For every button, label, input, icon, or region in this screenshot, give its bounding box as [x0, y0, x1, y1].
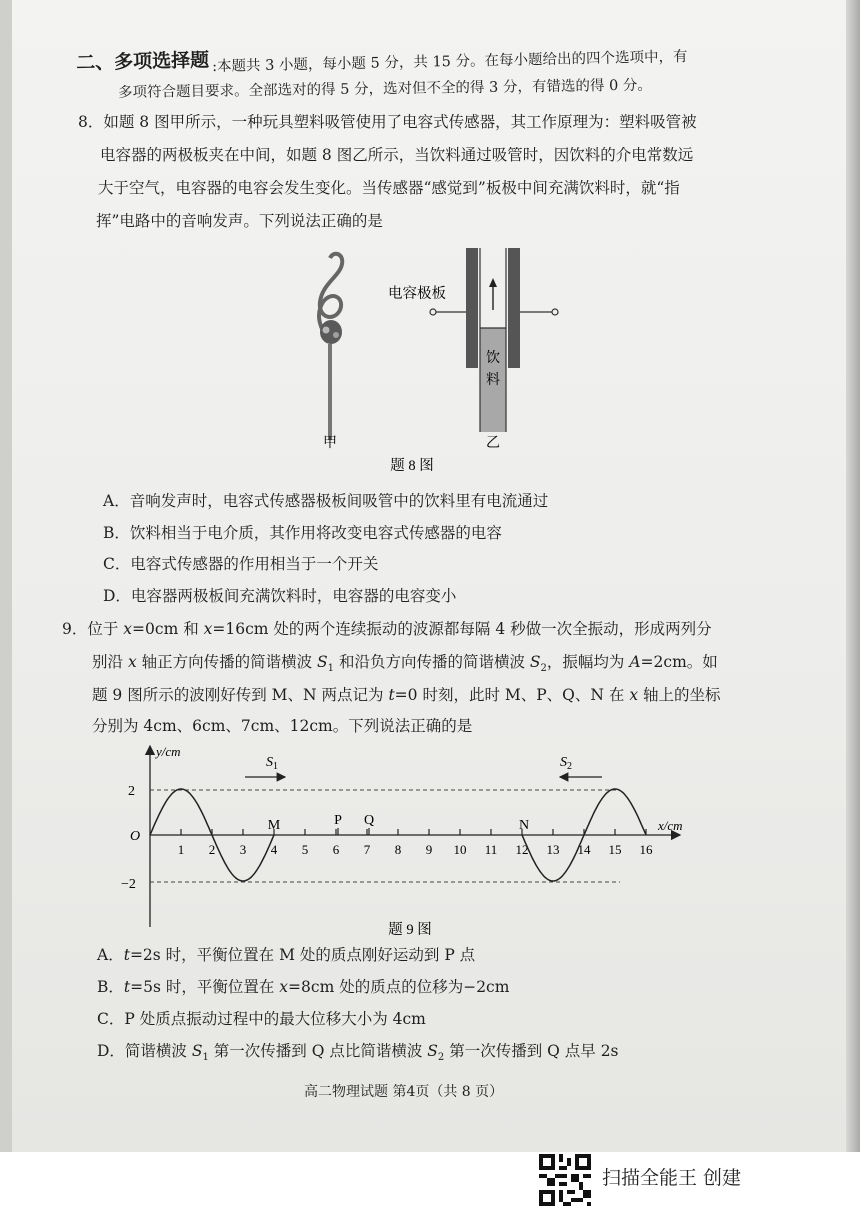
figure-8-label-a: 甲 — [323, 436, 337, 451]
x-tick-label-4: 4 — [270, 842, 278, 857]
q9-option-c — [97, 1012, 426, 1028]
x-tick-label-3: 3 — [239, 842, 247, 857]
q9-opt-text: B． — [97, 978, 124, 996]
point-p-label: P — [334, 813, 342, 828]
x-tick-label-11: 11 — [484, 842, 498, 857]
x-tick-label-12: 12 — [515, 842, 529, 857]
x-tick-label-9: 9 — [425, 842, 433, 857]
q9-text: 题 9 图所示的波刚好传到 M、N 两点记为 — [92, 686, 389, 704]
q9-text: 9．位于 — [62, 620, 124, 638]
plate-label: 电容极板 — [388, 286, 446, 302]
liquid-label-2: 料 — [486, 373, 500, 388]
x-tick-label-16: 16 — [639, 842, 653, 857]
section-intro-line-1: :本题共 3 小题，每小题 5 分，共 15 分。在每小题给出的四个选项中，有 — [211, 49, 688, 75]
capacitor-drawing — [430, 248, 558, 432]
y-tick-neg-2: −2 — [121, 877, 136, 892]
q8-option-a: A．音响发声时，电容式传感器极板间吸管中的饮料里有电流通过 — [103, 492, 549, 510]
q9-text: 别沿 — [92, 653, 128, 671]
q9-opt-text: A． — [97, 946, 124, 964]
q9-var-s: S — [529, 653, 541, 671]
q9-text: =0cm 和 — [132, 620, 204, 638]
q9-var-t: t — [388, 686, 395, 704]
q9-option-b — [97, 980, 509, 996]
section-intro-line-2: 多项符合题目要求。全部选对的得 5 分，选对但不全的得 3 分，有错选的得 0 分。 — [117, 77, 652, 101]
s1-label — [266, 755, 278, 772]
s2-label — [560, 755, 572, 772]
x-ticks — [178, 829, 653, 857]
x-tick-label-14: 14 — [577, 842, 591, 857]
x-tick-label-6: 6 — [332, 842, 340, 857]
s2-label-sub: 2 — [567, 761, 572, 772]
q9-text: =0 时刻，此时 M、P、Q、N 在 — [394, 686, 630, 704]
section-title: 二、多项选择题 — [75, 49, 210, 74]
axes — [150, 746, 680, 927]
q8-option-b: B．饮料相当于电介质，其作用将改变电容式传感器的电容 — [103, 524, 502, 542]
x-axis-label: x/cm — [658, 818, 683, 833]
q9-line-4: 分别为 4cm、6cm、7cm、12cm。下列说法正确的是 — [92, 717, 473, 735]
s1-label-sub: 1 — [273, 761, 278, 772]
q9-var-x: x — [127, 653, 137, 671]
q9-opt-text: =8cm 处的质点的位移为−2cm — [288, 978, 510, 996]
q9-opt-text: C．P 处质点振动过程中的最大位移大小为 4cm — [97, 1010, 426, 1028]
q9-text: ，振幅均为 — [546, 653, 630, 671]
s1-label-main: S — [266, 755, 273, 770]
x-tick-label-7: 7 — [363, 842, 371, 857]
x-tick-label-10: 10 — [453, 842, 467, 857]
q9-line-3 — [92, 688, 721, 704]
toy-straw-drawing — [319, 254, 342, 440]
q8-line-1: 8．如题 8 图甲所示，一种玩具塑料吸管使用了电容式传感器，其工作原理为：塑料吸管被 — [78, 113, 697, 131]
q9-opt-text: 第一次传播到 Q 点早 2s — [444, 1042, 619, 1060]
page-footer: 高二物理试题 第4页（共 8 页） — [304, 1084, 504, 1100]
q8-option-d: D．电容器两极板间充满饮料时，电容器的电容变小 — [103, 587, 457, 605]
q9-var-s: S — [427, 1042, 438, 1060]
q9-opt-text: =2s 时，平衡位置在 M 处的质点刚好运动到 P 点 — [129, 946, 476, 964]
q9-text: 轴正方向传播的简谐横波 — [136, 653, 318, 671]
q9-text: =16cm 处的两个连续振动的波源都每隔 4 秒做一次全振动，形成两列分 — [212, 620, 712, 638]
origin-label: O — [130, 829, 141, 844]
x-tick-label-1: 1 — [177, 842, 185, 857]
q9-var-a: A — [629, 653, 641, 671]
point-m-label: M — [267, 818, 281, 833]
q9-sub: 1 — [202, 1052, 209, 1064]
figure-9 — [120, 742, 710, 942]
figure-9-caption: 题 9 图 — [388, 922, 432, 938]
q9-var-t: t — [123, 978, 131, 996]
x-tick-label-5: 5 — [301, 842, 309, 857]
q9-var-x: x — [123, 620, 133, 638]
point-n-label: N — [518, 818, 530, 833]
figure-8-caption: 题 8 图 — [390, 458, 434, 474]
q9-var-x: x — [279, 978, 289, 996]
qr-code-icon — [539, 1154, 591, 1206]
q8-option-c: C．电容式传感器的作用相当于一个开关 — [103, 555, 379, 573]
q9-option-d — [97, 1044, 619, 1063]
q9-line-1 — [62, 622, 712, 638]
q9-line-2 — [92, 655, 718, 674]
scanner-watermark-text: 扫描全能王 创建 — [602, 1167, 742, 1189]
q9-sub: 1 — [327, 663, 335, 675]
page-edge-left — [0, 0, 12, 1152]
y-tick-2: 2 — [128, 784, 135, 799]
figure-8 — [290, 240, 610, 480]
q9-opt-text: =5s 时，平衡位置在 — [130, 978, 280, 996]
point-q-label: Q — [363, 813, 375, 828]
page-edge-right — [846, 0, 860, 1152]
x-tick-label-8: 8 — [394, 842, 402, 857]
q9-text: 轴上的坐标 — [638, 686, 721, 704]
q9-opt-text: 第一次传播到 Q 点比简谐横波 — [208, 1042, 428, 1060]
s2-label-main: S — [560, 755, 567, 770]
q9-var-x: x — [629, 686, 639, 704]
q9-sub: 2 — [437, 1052, 445, 1064]
q9-option-a — [97, 948, 475, 964]
q8-line-4: 挥”电路中的音响发声。下列说法正确的是 — [96, 212, 383, 230]
x-tick-label-13: 13 — [546, 842, 560, 857]
x-tick-label-15: 15 — [608, 842, 622, 857]
q9-sub: 2 — [540, 663, 547, 675]
q8-line-3: 大于空气，电容器的电容会发生变化。当传感器“感觉到”板极中间充满饮料时，就“指 — [98, 179, 680, 197]
q9-text: 和沿负方向传播的简谐横波 — [334, 653, 530, 671]
q9-text: =2cm。如 — [640, 653, 718, 671]
q9-var-x: x — [203, 620, 213, 638]
q9-var-s: S — [317, 653, 328, 671]
figure-8-label-b: 乙 — [486, 436, 500, 451]
q8-line-2: 电容器的两极板夹在中间，如题 8 图乙所示，当饮料通过吸管时，因饮料的介电常数远 — [100, 146, 694, 164]
liquid-label-1: 饮 — [486, 351, 500, 366]
q9-var-s: S — [191, 1042, 203, 1060]
y-axis-label: y/cm — [156, 744, 181, 759]
x-tick-label-2: 2 — [208, 842, 216, 857]
q9-var-t: t — [123, 946, 130, 964]
q9-opt-text: D．简谐横波 — [97, 1042, 192, 1060]
